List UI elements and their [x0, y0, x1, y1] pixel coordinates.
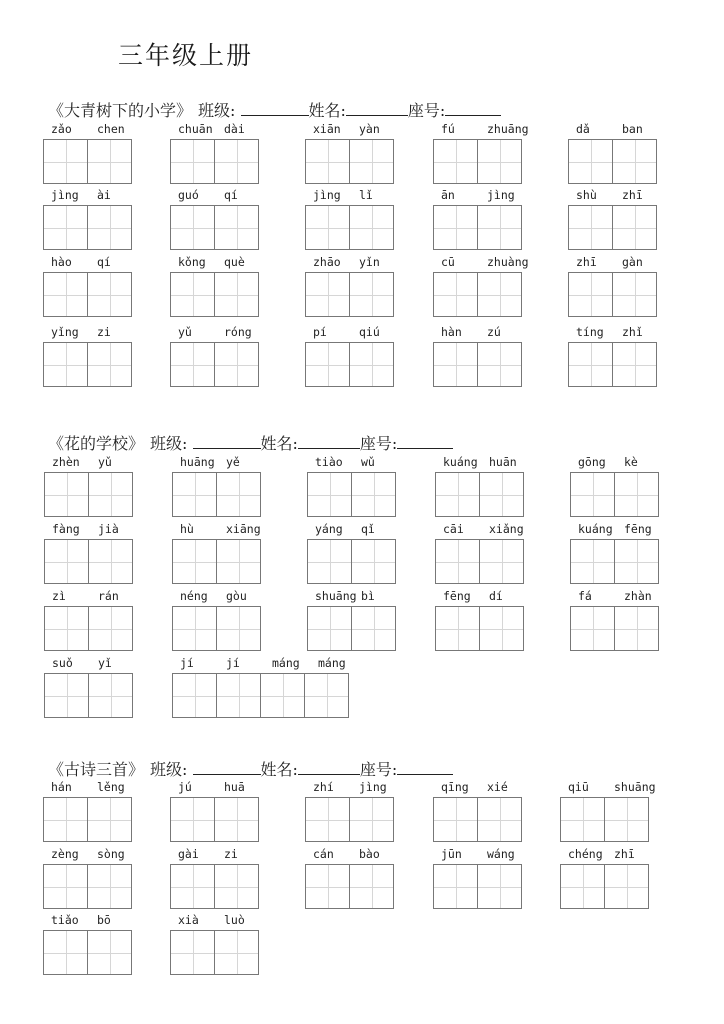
pinyin-label: qí	[97, 255, 111, 269]
pinyin-label: zhuāng	[487, 122, 529, 136]
character-grid[interactable]	[305, 864, 394, 909]
character-grid[interactable]	[43, 139, 132, 184]
name-label: 姓名:	[308, 101, 346, 120]
pinyin-label: yǔ	[178, 325, 192, 339]
pinyin-label: cán	[313, 847, 334, 861]
tianzige-cell[interactable]	[435, 606, 480, 651]
tianzige-cell[interactable]	[349, 205, 394, 250]
character-grid[interactable]	[44, 539, 133, 584]
pinyin-label: fá	[578, 589, 592, 603]
tianzige-cell[interactable]	[43, 930, 88, 975]
tianzige-cell[interactable]	[214, 930, 259, 975]
character-grid[interactable]	[433, 342, 522, 387]
pinyin-label: kè	[624, 455, 638, 469]
tianzige-cell[interactable]	[477, 272, 522, 317]
pinyin-label: néng	[180, 589, 208, 603]
tianzige-cell[interactable]	[614, 539, 659, 584]
tianzige-cell[interactable]	[349, 139, 394, 184]
character-grid[interactable]	[305, 139, 394, 184]
tianzige-cell[interactable]	[87, 797, 132, 842]
tianzige-cell[interactable]	[477, 797, 522, 842]
pinyin-label: guó	[178, 188, 199, 202]
tianzige-cell[interactable]	[612, 272, 657, 317]
pinyin-label: zhuàng	[487, 255, 529, 269]
tianzige-cell[interactable]	[43, 272, 88, 317]
pinyin-label: lǐ	[359, 188, 373, 202]
pinyin-label: huān	[489, 455, 517, 469]
name-field[interactable]	[298, 434, 360, 449]
tianzige-cell[interactable]	[172, 539, 217, 584]
tianzige-cell[interactable]	[477, 205, 522, 250]
character-grid[interactable]	[305, 272, 394, 317]
pinyin-label: yǐng	[51, 325, 79, 339]
character-grid[interactable]	[170, 139, 259, 184]
tianzige-cell[interactable]	[433, 139, 478, 184]
pinyin-label: qiú	[359, 325, 380, 339]
pinyin-label: chen	[97, 122, 125, 136]
character-grid[interactable]	[170, 205, 259, 250]
tianzige-cell[interactable]	[560, 797, 605, 842]
pinyin-label: qǐ	[361, 522, 375, 536]
character-grid[interactable]	[172, 606, 261, 651]
pinyin-label: chéng	[568, 847, 603, 861]
pinyin-label: jūn	[441, 847, 462, 861]
tianzige-cell[interactable]	[170, 139, 215, 184]
pinyin-label: tiào	[315, 455, 343, 469]
character-grid[interactable]	[570, 539, 659, 584]
tianzige-cell[interactable]	[305, 342, 350, 387]
character-grid[interactable]	[568, 272, 657, 317]
tianzige-cell[interactable]	[305, 205, 350, 250]
tianzige-cell[interactable]	[88, 472, 133, 517]
tianzige-cell[interactable]	[170, 930, 215, 975]
tianzige-cell[interactable]	[172, 606, 217, 651]
tianzige-cell[interactable]	[87, 205, 132, 250]
tianzige-cell[interactable]	[170, 342, 215, 387]
tianzige-cell[interactable]	[570, 472, 615, 517]
tianzige-cell[interactable]	[43, 864, 88, 909]
seat-field[interactable]	[397, 760, 453, 775]
pinyin-label: chuān	[178, 122, 213, 136]
character-grid[interactable]	[170, 930, 259, 975]
character-grid[interactable]	[433, 272, 522, 317]
pinyin-label: máng	[272, 656, 300, 670]
pinyin-label: fēng	[443, 589, 471, 603]
tianzige-cell[interactable]	[433, 272, 478, 317]
pinyin-label: kuáng	[443, 455, 478, 469]
tianzige-cell[interactable]	[260, 673, 305, 718]
pinyin-label: fàng	[52, 522, 80, 536]
character-grid[interactable]	[560, 864, 649, 909]
pinyin-label: zhī	[614, 847, 635, 861]
tianzige-cell[interactable]	[568, 272, 613, 317]
tianzige-cell[interactable]	[214, 864, 259, 909]
pinyin-label: gōng	[578, 455, 606, 469]
character-grid[interactable]	[570, 472, 659, 517]
pinyin-label: gài	[178, 847, 199, 861]
tianzige-cell[interactable]	[435, 539, 480, 584]
pinyin-label: qiū	[568, 780, 589, 794]
pinyin-label: cū	[441, 255, 455, 269]
tianzige-cell[interactable]	[433, 205, 478, 250]
character-grid[interactable]	[570, 606, 659, 651]
pinyin-label: zhǐ	[622, 325, 643, 339]
character-grid[interactable]	[170, 342, 259, 387]
pinyin-label: ài	[97, 188, 111, 202]
pinyin-label: rán	[98, 589, 119, 603]
tianzige-cell[interactable]	[570, 539, 615, 584]
character-grid[interactable]	[433, 139, 522, 184]
pinyin-label: zèng	[51, 847, 79, 861]
tianzige-cell[interactable]	[479, 539, 524, 584]
pinyin-label: gòu	[226, 589, 247, 603]
tianzige-cell[interactable]	[44, 673, 89, 718]
pinyin-label: bì	[361, 589, 375, 603]
pinyin-label: zhèn	[52, 455, 80, 469]
pinyin-label: dài	[224, 122, 245, 136]
pinyin-label: luò	[224, 913, 245, 927]
seat-label: 座号:	[359, 760, 398, 779]
pinyin-label: ān	[441, 188, 455, 202]
seat-label: 座号:	[359, 434, 398, 453]
pinyin-label: bō	[97, 913, 111, 927]
character-grid[interactable]	[568, 205, 657, 250]
pinyin-label: cāi	[443, 522, 464, 536]
pinyin-label: zì	[52, 589, 66, 603]
tianzige-cell[interactable]	[44, 606, 89, 651]
name-label: 姓名:	[260, 434, 298, 453]
name-field[interactable]	[346, 101, 408, 116]
pinyin-label: huāng	[180, 455, 215, 469]
class-field[interactable]	[193, 760, 261, 775]
character-grid[interactable]	[170, 864, 259, 909]
pinyin-label: sòng	[97, 847, 125, 861]
tianzige-cell[interactable]	[214, 797, 259, 842]
name-label: 姓名:	[260, 760, 298, 779]
tianzige-cell[interactable]	[216, 539, 261, 584]
class-field[interactable]	[193, 434, 261, 449]
pinyin-label: hào	[51, 255, 72, 269]
pinyin-label: dí	[489, 589, 503, 603]
tianzige-cell[interactable]	[305, 272, 350, 317]
character-grid[interactable]	[435, 606, 524, 651]
character-grid[interactable]	[43, 797, 132, 842]
pinyin-label: yǐ	[98, 656, 112, 670]
pinyin-label: xié	[487, 780, 508, 794]
character-grid[interactable]	[305, 797, 394, 842]
tianzige-cell[interactable]	[43, 342, 88, 387]
tianzige-cell[interactable]	[88, 673, 133, 718]
tianzige-cell[interactable]	[214, 205, 259, 250]
character-grid[interactable]	[433, 864, 522, 909]
tianzige-cell[interactable]	[433, 342, 478, 387]
pinyin-label: zhí	[313, 780, 334, 794]
character-grid[interactable]	[305, 205, 394, 250]
tianzige-cell[interactable]	[349, 864, 394, 909]
pinyin-label: hán	[51, 780, 72, 794]
pinyin-label: dǎ	[576, 122, 590, 136]
character-grid[interactable]	[44, 606, 133, 651]
tianzige-cell[interactable]	[307, 539, 352, 584]
tianzige-cell[interactable]	[568, 139, 613, 184]
character-grid[interactable]	[307, 606, 396, 651]
tianzige-cell[interactable]	[170, 272, 215, 317]
tianzige-cell[interactable]	[216, 606, 261, 651]
character-grid[interactable]	[44, 673, 133, 718]
tianzige-cell[interactable]	[305, 139, 350, 184]
character-grid[interactable]	[43, 272, 132, 317]
pinyin-label: zi	[224, 847, 238, 861]
tianzige-cell[interactable]	[433, 797, 478, 842]
lesson-title: 《古诗三首》	[48, 760, 145, 779]
pinyin-label: róng	[224, 325, 252, 339]
character-grid[interactable]	[305, 342, 394, 387]
tianzige-cell[interactable]	[479, 472, 524, 517]
tianzige-cell[interactable]	[568, 205, 613, 250]
tianzige-cell[interactable]	[560, 864, 605, 909]
pinyin-label: shù	[576, 188, 597, 202]
pinyin-label: zǎo	[51, 122, 72, 136]
pinyin-label: tiǎo	[51, 913, 79, 927]
class-field[interactable]	[241, 101, 309, 116]
pinyin-label: zhāo	[313, 255, 341, 269]
pinyin-label: jí	[226, 656, 240, 670]
tianzige-cell[interactable]	[170, 205, 215, 250]
tianzige-cell[interactable]	[612, 205, 657, 250]
pinyin-label: wǔ	[361, 455, 375, 469]
tianzige-cell[interactable]	[88, 606, 133, 651]
character-grid[interactable]	[170, 272, 259, 317]
tianzige-cell[interactable]	[612, 139, 657, 184]
character-grid[interactable]	[433, 797, 522, 842]
pinyin-label: yáng	[315, 522, 343, 536]
character-grid[interactable]	[172, 472, 261, 517]
tianzige-cell[interactable]	[479, 606, 524, 651]
pinyin-label: fú	[441, 122, 455, 136]
tianzige-cell[interactable]	[87, 930, 132, 975]
pinyin-label: zhī	[576, 255, 597, 269]
pinyin-label: jìng	[487, 188, 515, 202]
tianzige-cell[interactable]	[307, 472, 352, 517]
tianzige-cell[interactable]	[170, 797, 215, 842]
pinyin-label: jìng	[313, 188, 341, 202]
tianzige-cell[interactable]	[307, 606, 352, 651]
pinyin-label: què	[224, 255, 245, 269]
pinyin-label: hù	[180, 522, 194, 536]
pinyin-label: zhàn	[624, 589, 652, 603]
tianzige-cell[interactable]	[351, 472, 396, 517]
tianzige-cell[interactable]	[477, 342, 522, 387]
character-grid[interactable]	[172, 539, 261, 584]
tianzige-cell[interactable]	[172, 673, 217, 718]
pinyin-label: xiāng	[226, 522, 261, 536]
pinyin-label: jí	[180, 656, 194, 670]
tianzige-cell[interactable]	[87, 864, 132, 909]
seat-label: 座号:	[407, 101, 446, 120]
tianzige-cell[interactable]	[214, 342, 259, 387]
character-grid[interactable]	[568, 139, 657, 184]
tianzige-cell[interactable]	[214, 272, 259, 317]
character-grid[interactable]	[43, 930, 132, 975]
name-field[interactable]	[298, 760, 360, 775]
tianzige-cell[interactable]	[477, 139, 522, 184]
tianzige-cell[interactable]	[612, 342, 657, 387]
pinyin-label: wáng	[487, 847, 515, 861]
tianzige-cell[interactable]	[351, 539, 396, 584]
tianzige-cell[interactable]	[87, 342, 132, 387]
pinyin-label: xià	[178, 913, 199, 927]
pinyin-label: qí	[224, 188, 238, 202]
character-grid[interactable]	[170, 797, 259, 842]
section-header	[48, 98, 501, 121]
tianzige-cell[interactable]	[614, 472, 659, 517]
tianzige-cell[interactable]	[477, 864, 522, 909]
pinyin-label: hàn	[441, 325, 462, 339]
tianzige-cell[interactable]	[433, 864, 478, 909]
pinyin-label: lěng	[97, 780, 125, 794]
tianzige-cell[interactable]	[435, 472, 480, 517]
pinyin-label: yǐn	[359, 255, 380, 269]
class-label: 班级:	[198, 101, 236, 120]
tianzige-cell[interactable]	[216, 673, 261, 718]
tianzige-cell[interactable]	[349, 342, 394, 387]
tianzige-cell[interactable]	[305, 797, 350, 842]
pinyin-label: shuāng	[614, 780, 656, 794]
pinyin-label: jú	[178, 780, 192, 794]
tianzige-cell[interactable]	[87, 272, 132, 317]
seat-field[interactable]	[445, 101, 501, 116]
tianzige-cell[interactable]	[43, 139, 88, 184]
tianzige-cell[interactable]	[214, 139, 259, 184]
pinyin-label: yě	[226, 455, 240, 469]
character-grid[interactable]	[43, 864, 132, 909]
tianzige-cell[interactable]	[88, 539, 133, 584]
section-header	[48, 431, 453, 454]
pinyin-label: fēng	[624, 522, 652, 536]
seat-field[interactable]	[397, 434, 453, 449]
pinyin-label: máng	[318, 656, 346, 670]
lesson-title: 《花的学校》	[48, 434, 145, 453]
character-grid[interactable]	[560, 797, 649, 842]
tianzige-cell[interactable]	[604, 797, 649, 842]
tianzige-cell[interactable]	[349, 797, 394, 842]
pinyin-label: kuáng	[578, 522, 613, 536]
page-title: 三年级上册	[118, 41, 254, 70]
lesson-title: 《大青树下的小学》	[48, 101, 193, 120]
tianzige-cell[interactable]	[568, 342, 613, 387]
character-grid[interactable]	[44, 472, 133, 517]
character-grid[interactable]	[435, 539, 524, 584]
character-grid[interactable]	[433, 205, 522, 250]
tianzige-cell[interactable]	[170, 864, 215, 909]
section-header	[48, 757, 453, 780]
tianzige-cell[interactable]	[304, 673, 349, 718]
tianzige-cell[interactable]	[614, 606, 659, 651]
character-grid[interactable]	[43, 342, 132, 387]
pinyin-label: jià	[98, 522, 119, 536]
pinyin-label: xiǎng	[489, 522, 524, 536]
pinyin-label: huā	[224, 780, 245, 794]
pinyin-label: shuāng	[315, 589, 357, 603]
pinyin-label: xiān	[313, 122, 341, 136]
pinyin-label: zi	[97, 325, 111, 339]
pinyin-label: zú	[487, 325, 501, 339]
tianzige-cell[interactable]	[44, 472, 89, 517]
pinyin-label: gàn	[622, 255, 643, 269]
tianzige-cell[interactable]	[87, 139, 132, 184]
character-grid[interactable]	[307, 472, 396, 517]
pinyin-label: qīng	[441, 780, 469, 794]
character-grid[interactable]	[43, 205, 132, 250]
tianzige-cell[interactable]	[43, 797, 88, 842]
character-grid[interactable]	[435, 472, 524, 517]
tianzige-cell[interactable]	[216, 472, 261, 517]
tianzige-cell[interactable]	[604, 864, 649, 909]
pinyin-label: bào	[359, 847, 380, 861]
character-grid[interactable]	[172, 673, 349, 718]
pinyin-label: ban	[622, 122, 643, 136]
tianzige-cell[interactable]	[570, 606, 615, 651]
tianzige-cell[interactable]	[349, 272, 394, 317]
pinyin-label: kǒng	[178, 255, 206, 269]
tianzige-cell[interactable]	[351, 606, 396, 651]
pinyin-label: jìng	[359, 780, 387, 794]
tianzige-cell[interactable]	[305, 864, 350, 909]
tianzige-cell[interactable]	[172, 472, 217, 517]
pinyin-label: zhī	[622, 188, 643, 202]
pinyin-label: yàn	[359, 122, 380, 136]
pinyin-label: suǒ	[52, 656, 73, 670]
character-grid[interactable]	[307, 539, 396, 584]
character-grid[interactable]	[568, 342, 657, 387]
class-label: 班级:	[150, 760, 188, 779]
pinyin-label: yǔ	[98, 455, 112, 469]
pinyin-label: tíng	[576, 325, 604, 339]
tianzige-cell[interactable]	[44, 539, 89, 584]
class-label: 班级:	[150, 434, 188, 453]
tianzige-cell[interactable]	[43, 205, 88, 250]
pinyin-label: jìng	[51, 188, 79, 202]
pinyin-label: pí	[313, 325, 327, 339]
